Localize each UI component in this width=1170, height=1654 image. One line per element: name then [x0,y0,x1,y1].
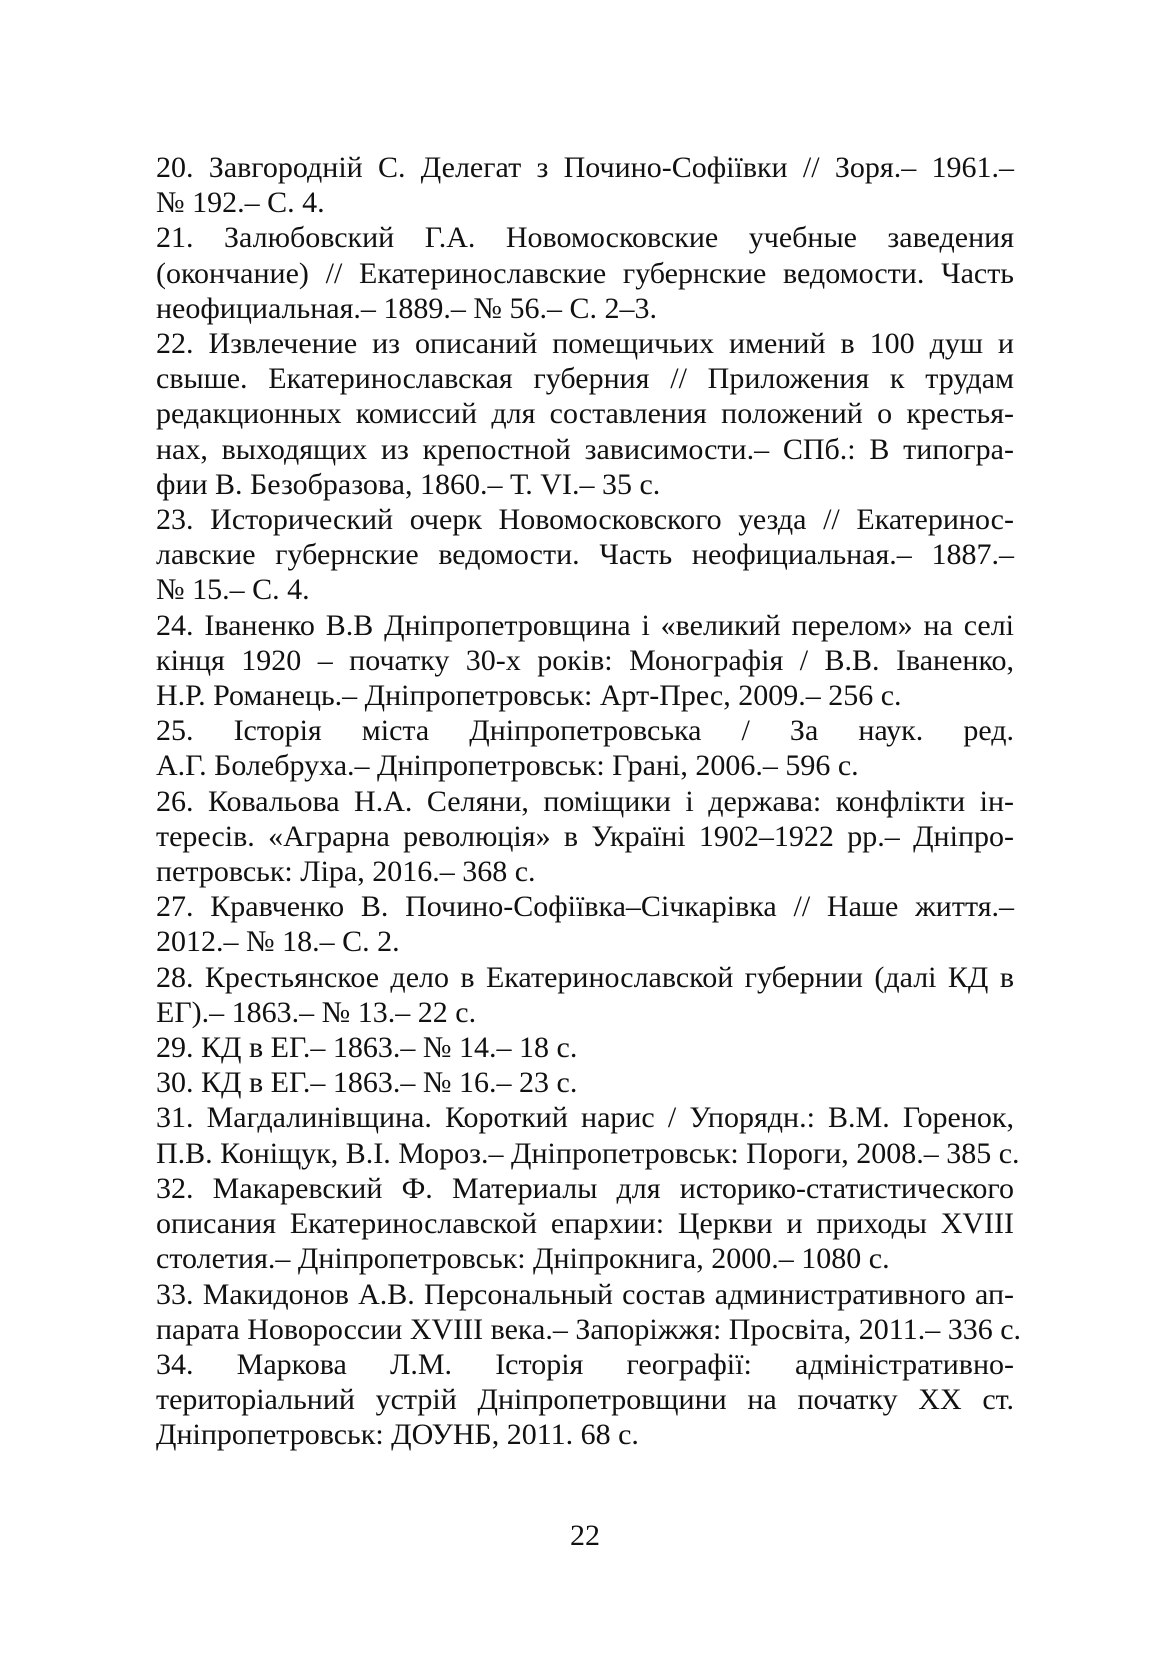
entry-line: Дніпропетровськ: ДОУНБ, 2011. 68 с. [156,1418,639,1452]
entry-line: 20. Завгородній С. Делегат з Почино-Софіївки // Зоря.– 1961.– [156,151,1014,184]
entry-line: (окончание) // Екатеринославские губернские ведомости. Часть [156,256,1014,290]
entry-line: 22. Извлечение из описаний помещичьих имений в 100 душ и [156,327,1014,361]
entry-line: неофициальная.– 1889.– № 56.– С. 2–3. [156,291,658,325]
bibliography-entry-29 [156,1030,1014,1065]
entry-line: петровськ: Ліра, 2016.– 368 с. [156,855,536,889]
bibliography-entry-31 [156,1100,1020,1170]
bibliography-entry-24 [156,608,1014,714]
entry-line: територіальний устрій Дніпропетровщини на початку XX ст. [156,1383,1014,1417]
entry-line: фии В. Безобразова, 1860.– Т. VI.– 35 с. [156,467,661,501]
bibliography-entry-34 [156,1347,1014,1453]
bibliography-entry-21 [156,220,1014,326]
entry-line: 32. Макаревский Ф. Материалы для историко-статистического [156,1171,1014,1205]
entry-line: 26. Ковальова Н.А. Селяни, поміщики і держава: конфлікти ін- [156,784,1014,818]
bibliography-list [156,150,1022,1453]
entry-line: 30. КД в ЕГ.– 1863.– № 16.– 23 с. [156,1066,578,1100]
bibliography-entry-25 [156,713,1014,783]
entry-line: описания Екатеринославской епархии: Церкви и приходы XVIII [156,1207,1014,1241]
bibliography-entry-20 [156,150,1014,220]
bibliography-entry-26 [156,784,1014,890]
entry-line: 2012.– № 18.– С. 2. [156,925,400,959]
entry-line: кінця 1920 – початку 30-х років: Монографія / В.В. Іваненко, [156,643,1014,677]
entry-line: 29. КД в ЕГ.– 1863.– № 14.– 18 с. [156,1031,578,1065]
bibliography-entry-27 [156,889,1014,959]
entry-line: лавские губернские ведомости. Часть неофициальная.– 1887.– [156,538,1014,572]
bibliography-entry-32 [156,1171,1014,1277]
entry-line: А.Г. Болебруха.– Дніпропетровськ: Грані, 2006.– 596 с. [156,749,859,783]
entry-line: 23. Исторический очерк Новомосковского уезда // Екатеринос- [156,503,1014,537]
entry-line: № 192.– С. 4. [156,186,325,220]
bibliography-entry-30 [156,1065,1014,1100]
entry-line: 21. Залюбовский Г.А. Новомосковские учебные заведения [156,221,1014,255]
entry-line: 34. Маркова Л.М. Історія географії: адміністративно- [156,1347,1014,1381]
entry-line: 28. Крестьянское дело в Екатеринославской губернии (далі КД в [156,960,1014,994]
entry-line: 27. Кравченко В. Почино-Софіївка–Січкарівка // Наше життя.– [156,890,1014,924]
entry-line: свыше. Екатеринославская губерния // Приложения к трудам [156,362,1014,396]
entry-line: 24. Іваненко В.В Дніпропетровщина і «великий перелом» на селі [156,608,1014,642]
bibliography-entry-33 [156,1277,1022,1347]
entry-line: 25. Історія міста Дніпропетровська / За наук. ред. [156,714,1014,748]
bibliography-entry-23 [156,502,1014,608]
entry-line: 33. Макидонов А.В. Персональный состав административного ап- [156,1277,1014,1311]
entry-line: нах, выходящих из крепостной зависимости.– СПб.: В типогра- [156,432,1014,466]
bibliography-entry-28 [156,960,1014,1030]
entry-line: № 15.– С. 4. [156,573,310,607]
entry-line: 31. Магдалинівщина. Короткий нарис / Упорядн.: В.М. Горенок, [156,1101,1014,1135]
entry-line: П.В. Коніщук, В.І. Мороз.– Дніпропетровськ: Пороги, 2008.– 385 с. [156,1136,1020,1170]
entry-line: Н.Р. Романець.– Дніпропетровськ: Арт-Прес, 2009.– 256 с. [156,679,902,713]
entry-line: парата Новороссии XVIII века.– Запоріжжя: Просвіта, 2011.– 336 с. [156,1312,1022,1346]
bibliography-entry-22 [156,326,1014,502]
entry-line: столетия.– Дніпропетровськ: Дніпрокнига, 2000.– 1080 с. [156,1242,890,1276]
entry-line: тересів. «Аграрна революція» в Україні 1902–1922 рр.– Дніпро- [156,819,1014,853]
entry-line: редакционных комиссий для составления положений о крестья- [156,397,1014,431]
page-number: 22 [570,1519,600,1552]
entry-line: ЕГ).– 1863.– № 13.– 22 с. [156,995,477,1029]
